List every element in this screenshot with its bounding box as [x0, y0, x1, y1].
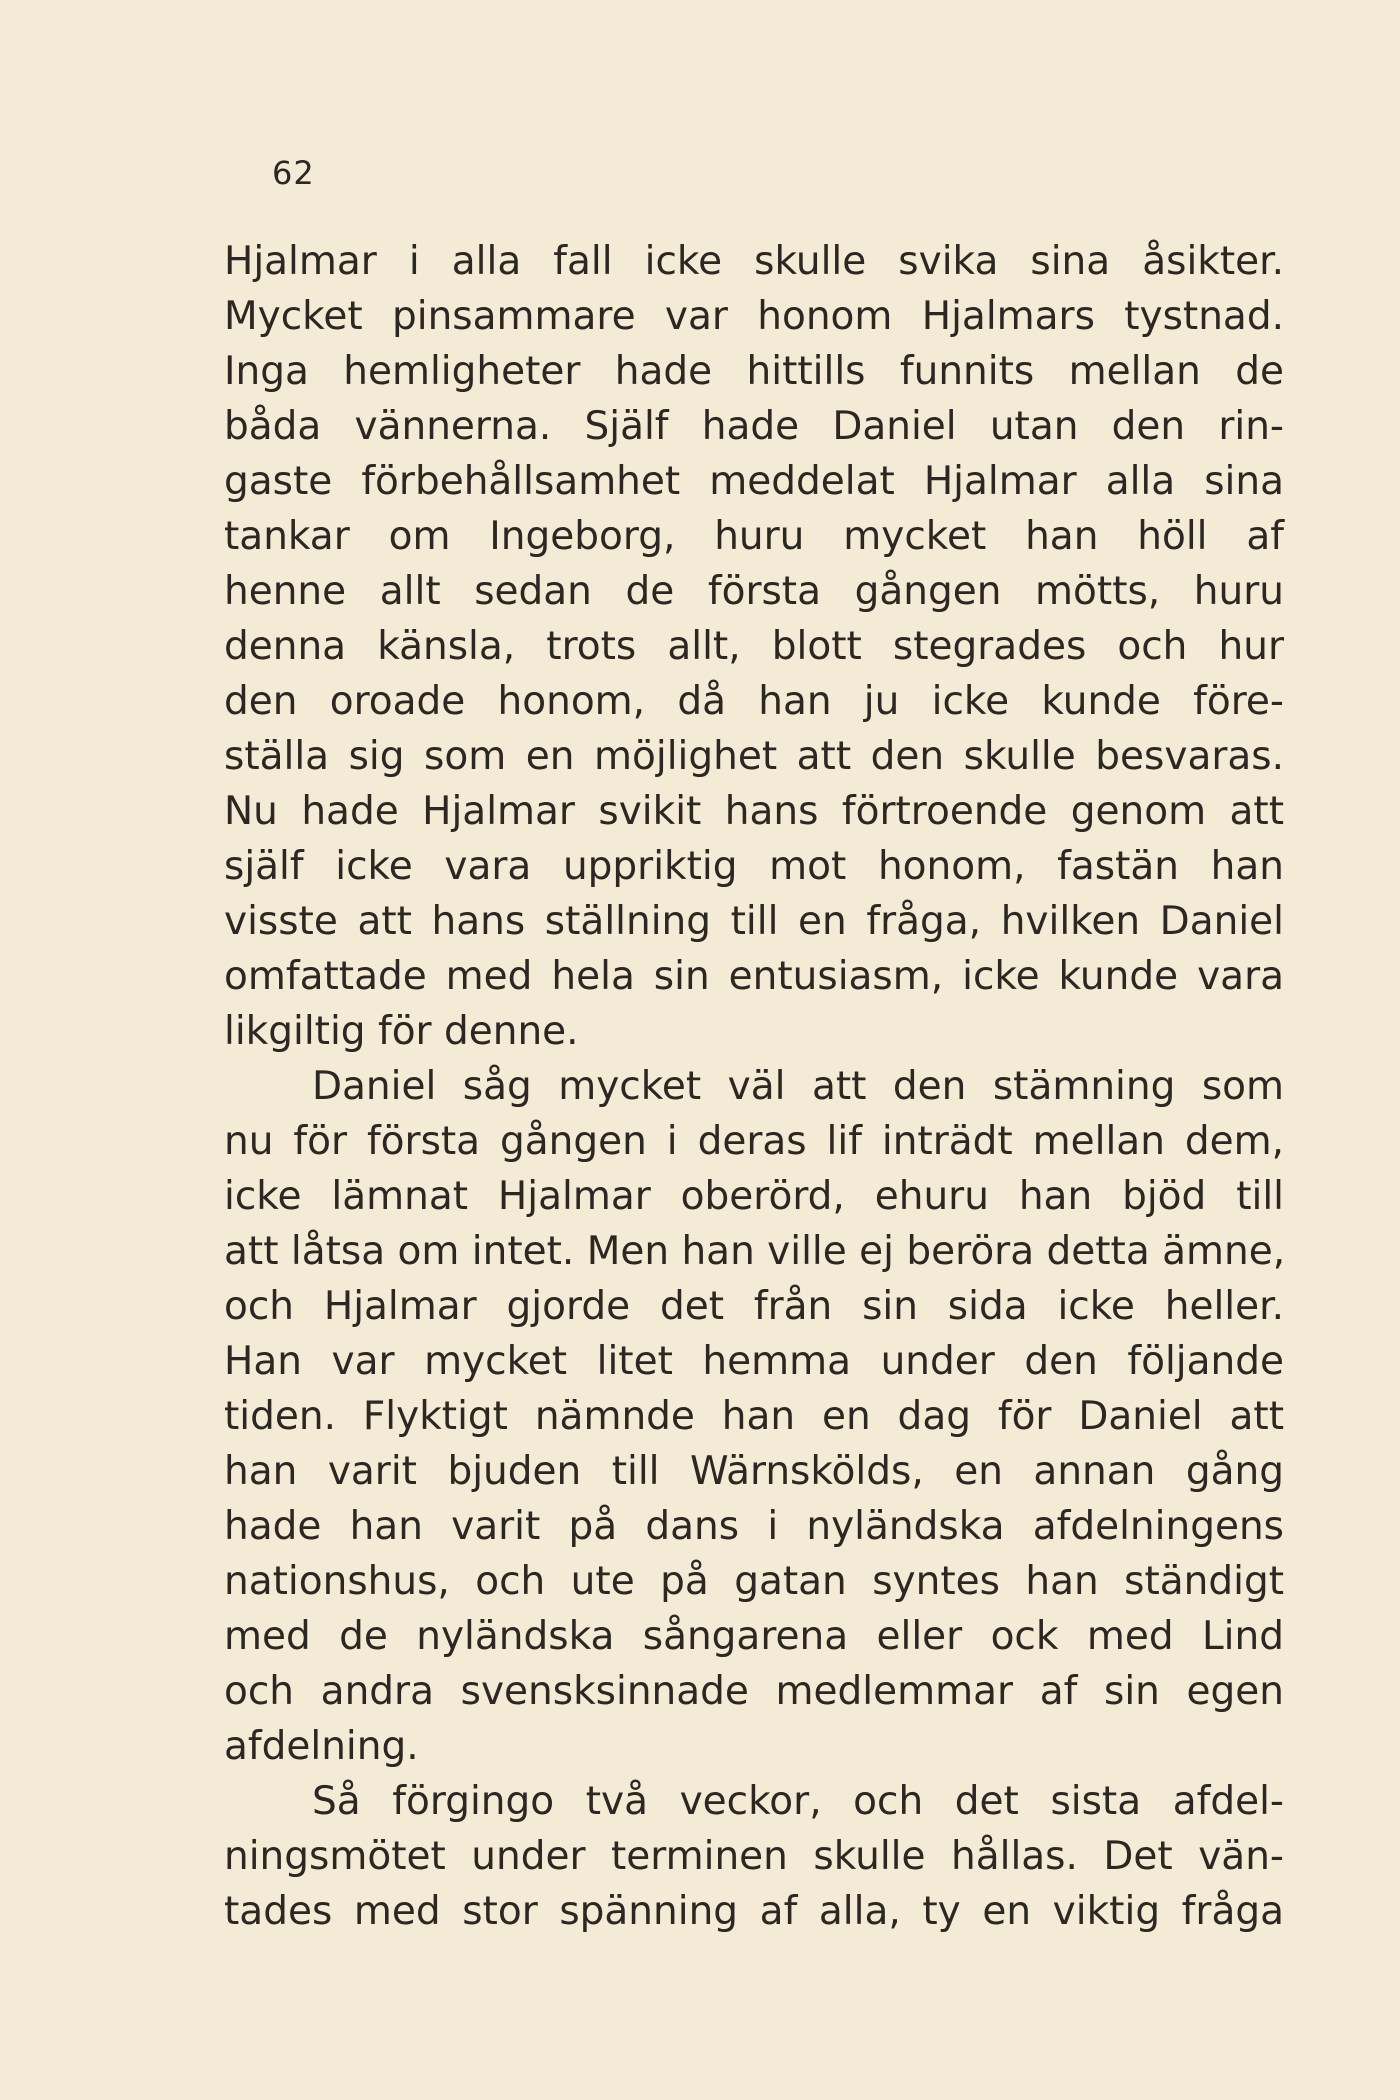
text-line: Mycket pinsammare var honom Hjalmars tystnad.	[224, 294, 1284, 339]
text-line: han varit bjuden till Wärnskölds, en annan gång	[224, 1449, 1284, 1494]
text-line: afdelning.	[224, 1724, 419, 1769]
text-line: att låtsa om intet. Men han ville ej beröra detta ämne,	[224, 1229, 1286, 1274]
text-line: denna känsla, trots allt, blott stegrades och hur	[224, 624, 1284, 669]
text-line: Daniel såg mycket väl att den stämning som	[312, 1064, 1284, 1109]
text-line: likgiltig för denne.	[224, 1009, 579, 1054]
text-line: Hjalmar i alla fall icke skulle svika sina åsikter.	[224, 239, 1284, 284]
text-line: nu för första gången i deras lif inträdt mellan dem,	[224, 1119, 1284, 1164]
text-line: hade han varit på dans i nyländska afdelningens	[224, 1504, 1284, 1549]
text-line: henne allt sedan de första gången mötts, huru	[224, 569, 1284, 614]
text-line: icke lämnat Hjalmar oberörd, ehuru han bjöd till	[224, 1174, 1284, 1219]
text-line: med de nyländska sångarena eller ock med Lind	[224, 1614, 1284, 1659]
text-line: gaste förbehållsamhet meddelat Hjalmar alla sina	[224, 459, 1284, 504]
text-line: tades med stor spänning af alla, ty en viktig fråga	[224, 1889, 1284, 1934]
text-line: och andra svensksinnade medlemmar af sin egen	[224, 1669, 1284, 1714]
text-line: den oroade honom, då han ju icke kunde före-	[224, 679, 1284, 724]
text-line: Nu hade Hjalmar svikit hans förtroende genom att	[224, 789, 1284, 834]
text-line: visste att hans ställning till en fråga, hvilken Daniel	[224, 899, 1284, 944]
text-line: tankar om Ingeborg, huru mycket han höll af	[224, 514, 1284, 559]
text-line: själf icke vara uppriktig mot honom, fastän han	[224, 844, 1284, 889]
text-line: tiden. Flyktigt nämnde han en dag för Daniel att	[224, 1394, 1284, 1439]
text-line: ningsmötet under terminen skulle hållas. Det vän-	[224, 1834, 1284, 1879]
text-line: Så förgingo två veckor, och det sista afdel-	[312, 1779, 1284, 1824]
text-line: Han var mycket litet hemma under den följande	[224, 1339, 1284, 1384]
body-text	[224, 234, 1284, 1939]
text-line: nationshus, och ute på gatan syntes han ständigt	[224, 1559, 1284, 1604]
text-line: Inga hemligheter hade hittills funnits mellan de	[224, 349, 1284, 394]
text-line: båda vännerna. Själf hade Daniel utan den rin-	[224, 404, 1284, 449]
text-line: ställa sig som en möjlighet att den skulle besvaras.	[224, 734, 1284, 779]
text-line: omfattade med hela sin entusiasm, icke kunde vara	[224, 954, 1284, 999]
text-line: och Hjalmar gjorde det från sin sida icke heller.	[224, 1284, 1284, 1329]
page-number: 62	[272, 154, 315, 192]
